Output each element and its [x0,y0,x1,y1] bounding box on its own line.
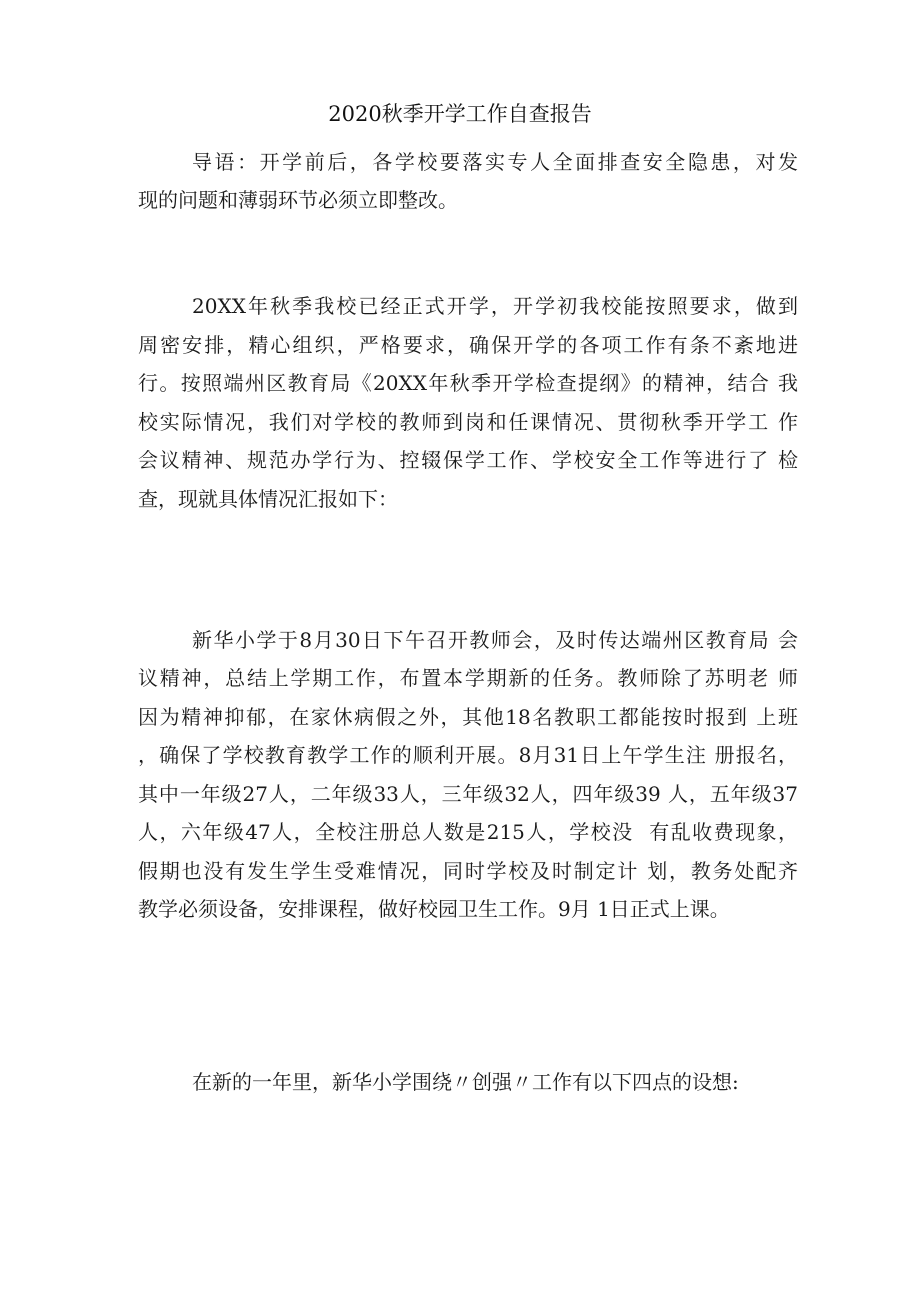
intro-line: 导语：开学前后，各学校要落实专人全面排查安全隐患，对发 [192,150,798,174]
paragraph-line: 校实际情况，我们对学校的教师到岗和任课情况、贯彻秋季开学工 作 [138,410,798,434]
document-title: 2020秋季开学工作自查报告 [328,102,592,126]
paragraph-line: 因为精神抑郁，在家休病假之外，其他18名教职工都能按时报到 上班 [138,705,798,729]
paragraph-line: 假期也没有发生学生受难情况，同时学校及时制定计 划，教务处配齐 [138,859,798,883]
paragraph-line: 教学必须设备，安排课程，做好校园卫生工作。9月 1日正式上课。 [138,897,730,921]
paragraph-line: 20XX年秋季我校已经正式开学，开学初我校能按照要求，做到 [192,294,798,318]
paragraph-line: 周密安排，精心组织，严格要求，确保开学的各项工作有条不紊地进 [138,333,798,357]
paragraph-line: 查，现就具体情况汇报如下： [138,487,398,511]
paragraph-line: 会议精神、规范办学行为、控辍保学工作、学校安全工作等进行了 检 [138,448,798,472]
paragraph-line: 其中一年级27人，二年级33人，三年级32人，四年级39 人，五年级37 [138,782,798,806]
paragraph-line: ，确保了学校教育教学工作的顺利开展。8月31日上午学生注 册报名， [138,743,798,767]
paragraph-line: 新华小学于8月30日下午召开教师会，及时传达端州区教育局 会 [192,628,798,652]
paragraph-line: 在新的一年里，新华小学围绕〃创强〃工作有以下四点的设想: [192,1070,739,1094]
paragraph-line: 人，六年级47人，全校注册总人数是215人，学校没 有乱收费现象， [138,820,798,844]
intro-line: 现的问题和薄弱环节必须立即整改。 [138,188,458,212]
paragraph-line: 议精神，总结上学期工作，布置本学期新的任务。教师除了苏明老 师 [138,666,798,690]
paragraph-line: 行。按照端州区教育局《20XX年秋季开学检查提纲》的精神，结合 我 [138,371,798,395]
